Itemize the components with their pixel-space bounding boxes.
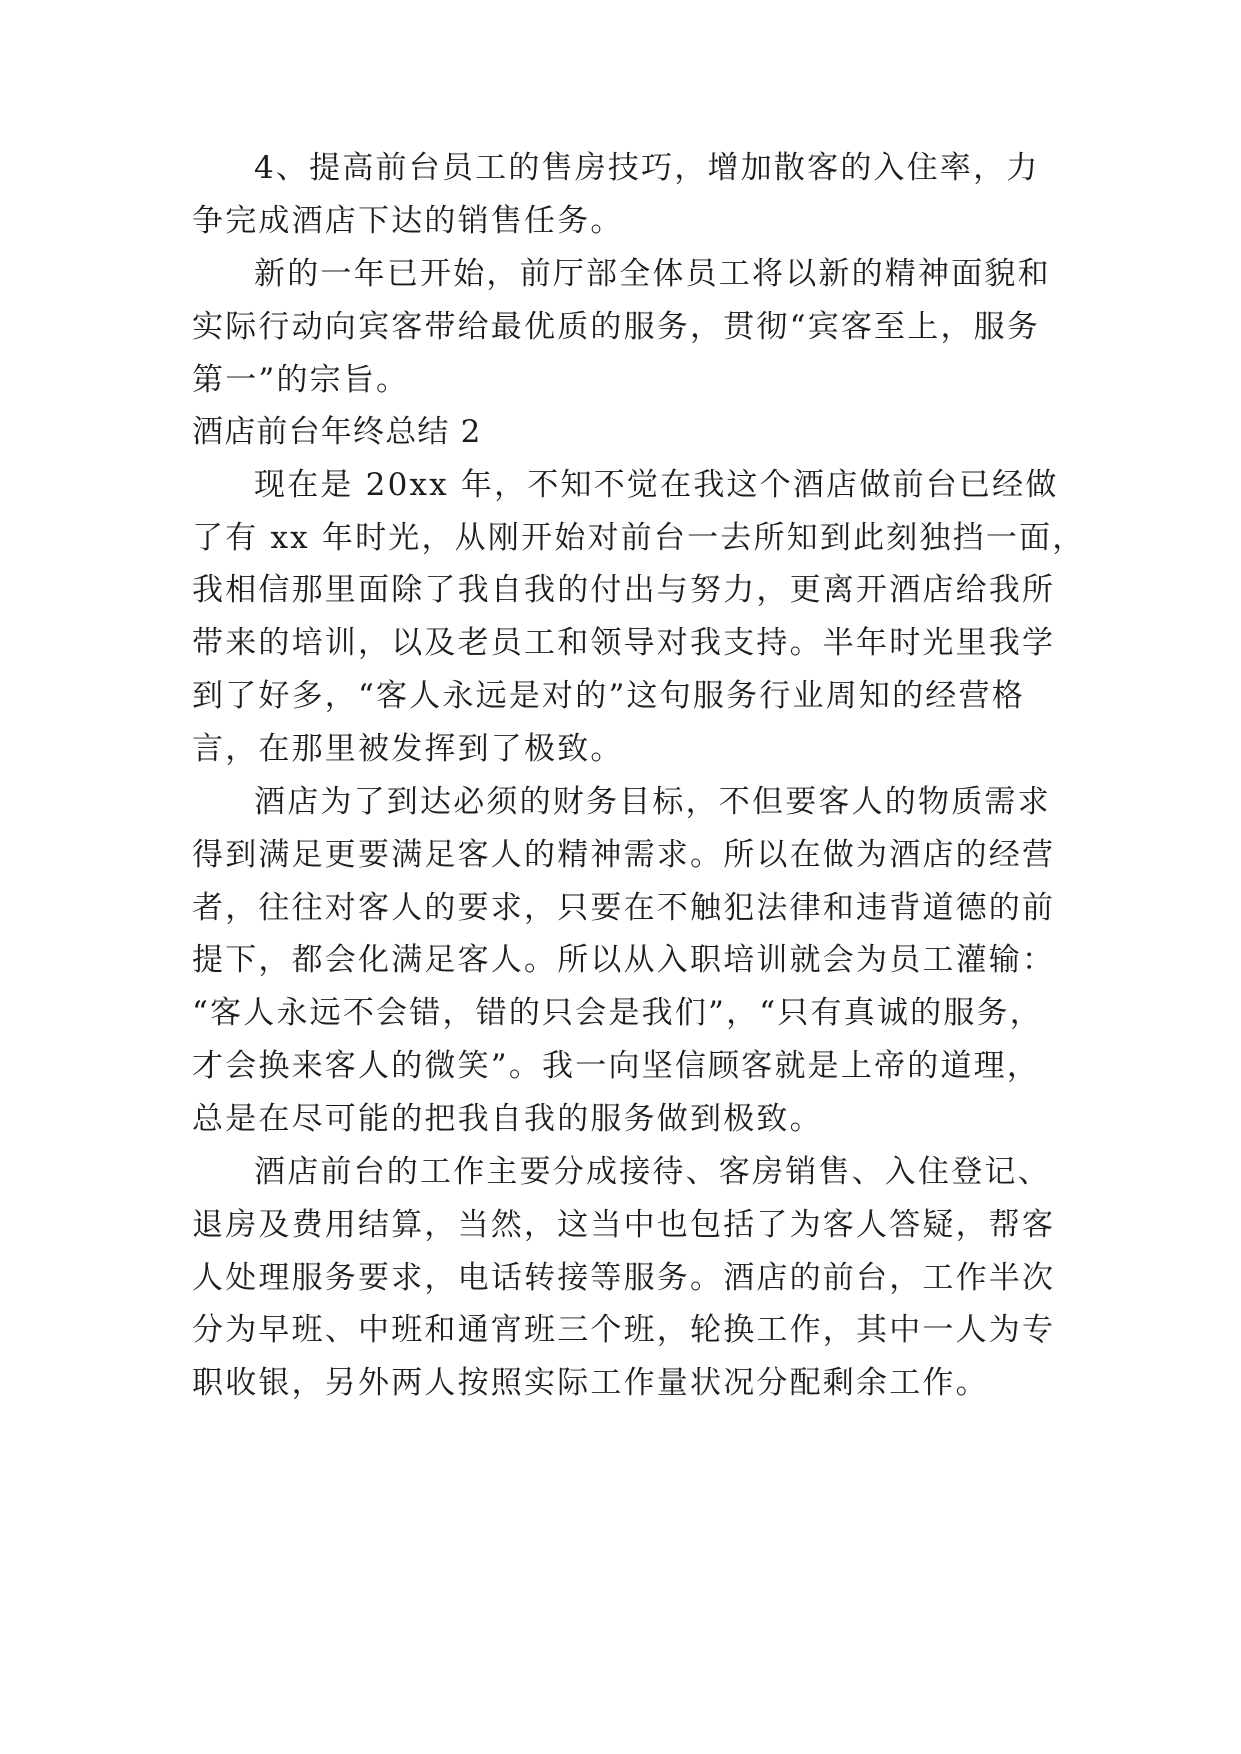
text-line: 酒店前台的工作主要分成接待、客房销售、入住登记、 [254,1154,1051,1190]
text-line: 退房及费用结算，当然，这当中也包括了为客人答疑，帮客 [192,1207,1056,1243]
text-line: 第一”的宗旨。 [192,362,410,398]
text-line: 职收银，另外两人按照实际工作量状况分配剩余工作。 [192,1365,989,1401]
text-line: 者，往往对客人的要求，只要在不触犯法律和违背道德的前 [192,890,1056,926]
text-line: 到了好多，“客人永远是对的”这句服务行业周知的经营格 [192,678,1025,714]
text-line: 新的一年已开始，前厅部全体员工将以新的精神面貌和 [254,256,1051,292]
text-line: 我相信那里面除了我自我的付出与努力，更离开酒店给我所 [192,572,1056,608]
text-line: 分为早班、中班和通宵班三个班，轮换工作，其中一人为专 [192,1312,1056,1348]
text-line: 了有 xx 年时光，从刚开始对前台一去所知到此刻独挡一面， [192,520,1086,556]
text-line: 提下，都会化满足客人。所以从入职培训就会为员工灌输： [192,942,1056,978]
text-line: 现在是 20xx 年，不知不觉在我这个酒店做前台已经做 [254,467,1059,503]
text-line: 人处理服务要求，电话转接等服务。酒店的前台，工作半次 [192,1260,1056,1296]
text-line: 带来的培训，以及老员工和领导对我支持。半年时光里我学 [192,625,1056,661]
text-line: 争完成酒店下达的销售任务。 [192,203,624,239]
section-heading: 酒店前台年终总结 2 [192,414,482,450]
text-line: 总是在尽可能的把我自我的服务做到极致。 [192,1101,823,1137]
text-line: 4、提高前台员工的售房技巧，增加散客的入住率，力 [254,150,1040,186]
text-line: 才会换来客人的微笑”。我一向坚信顾客就是上帝的道理， [192,1048,1041,1084]
text-line: 实际行动向宾客带给最优质的服务，贯彻“宾客至上，服务 [192,309,1041,345]
text-line: 得到满足更要满足客人的精神需求。所以在做为酒店的经营 [192,837,1056,873]
text-line: 酒店为了到达必须的财务目标，不但要客人的物质需求 [254,784,1051,820]
text-line: “客人永远不会错，错的只会是我们”，“只有真诚的服务， [192,995,1043,1031]
text-line: 言，在那里被发挥到了极致。 [192,731,624,767]
